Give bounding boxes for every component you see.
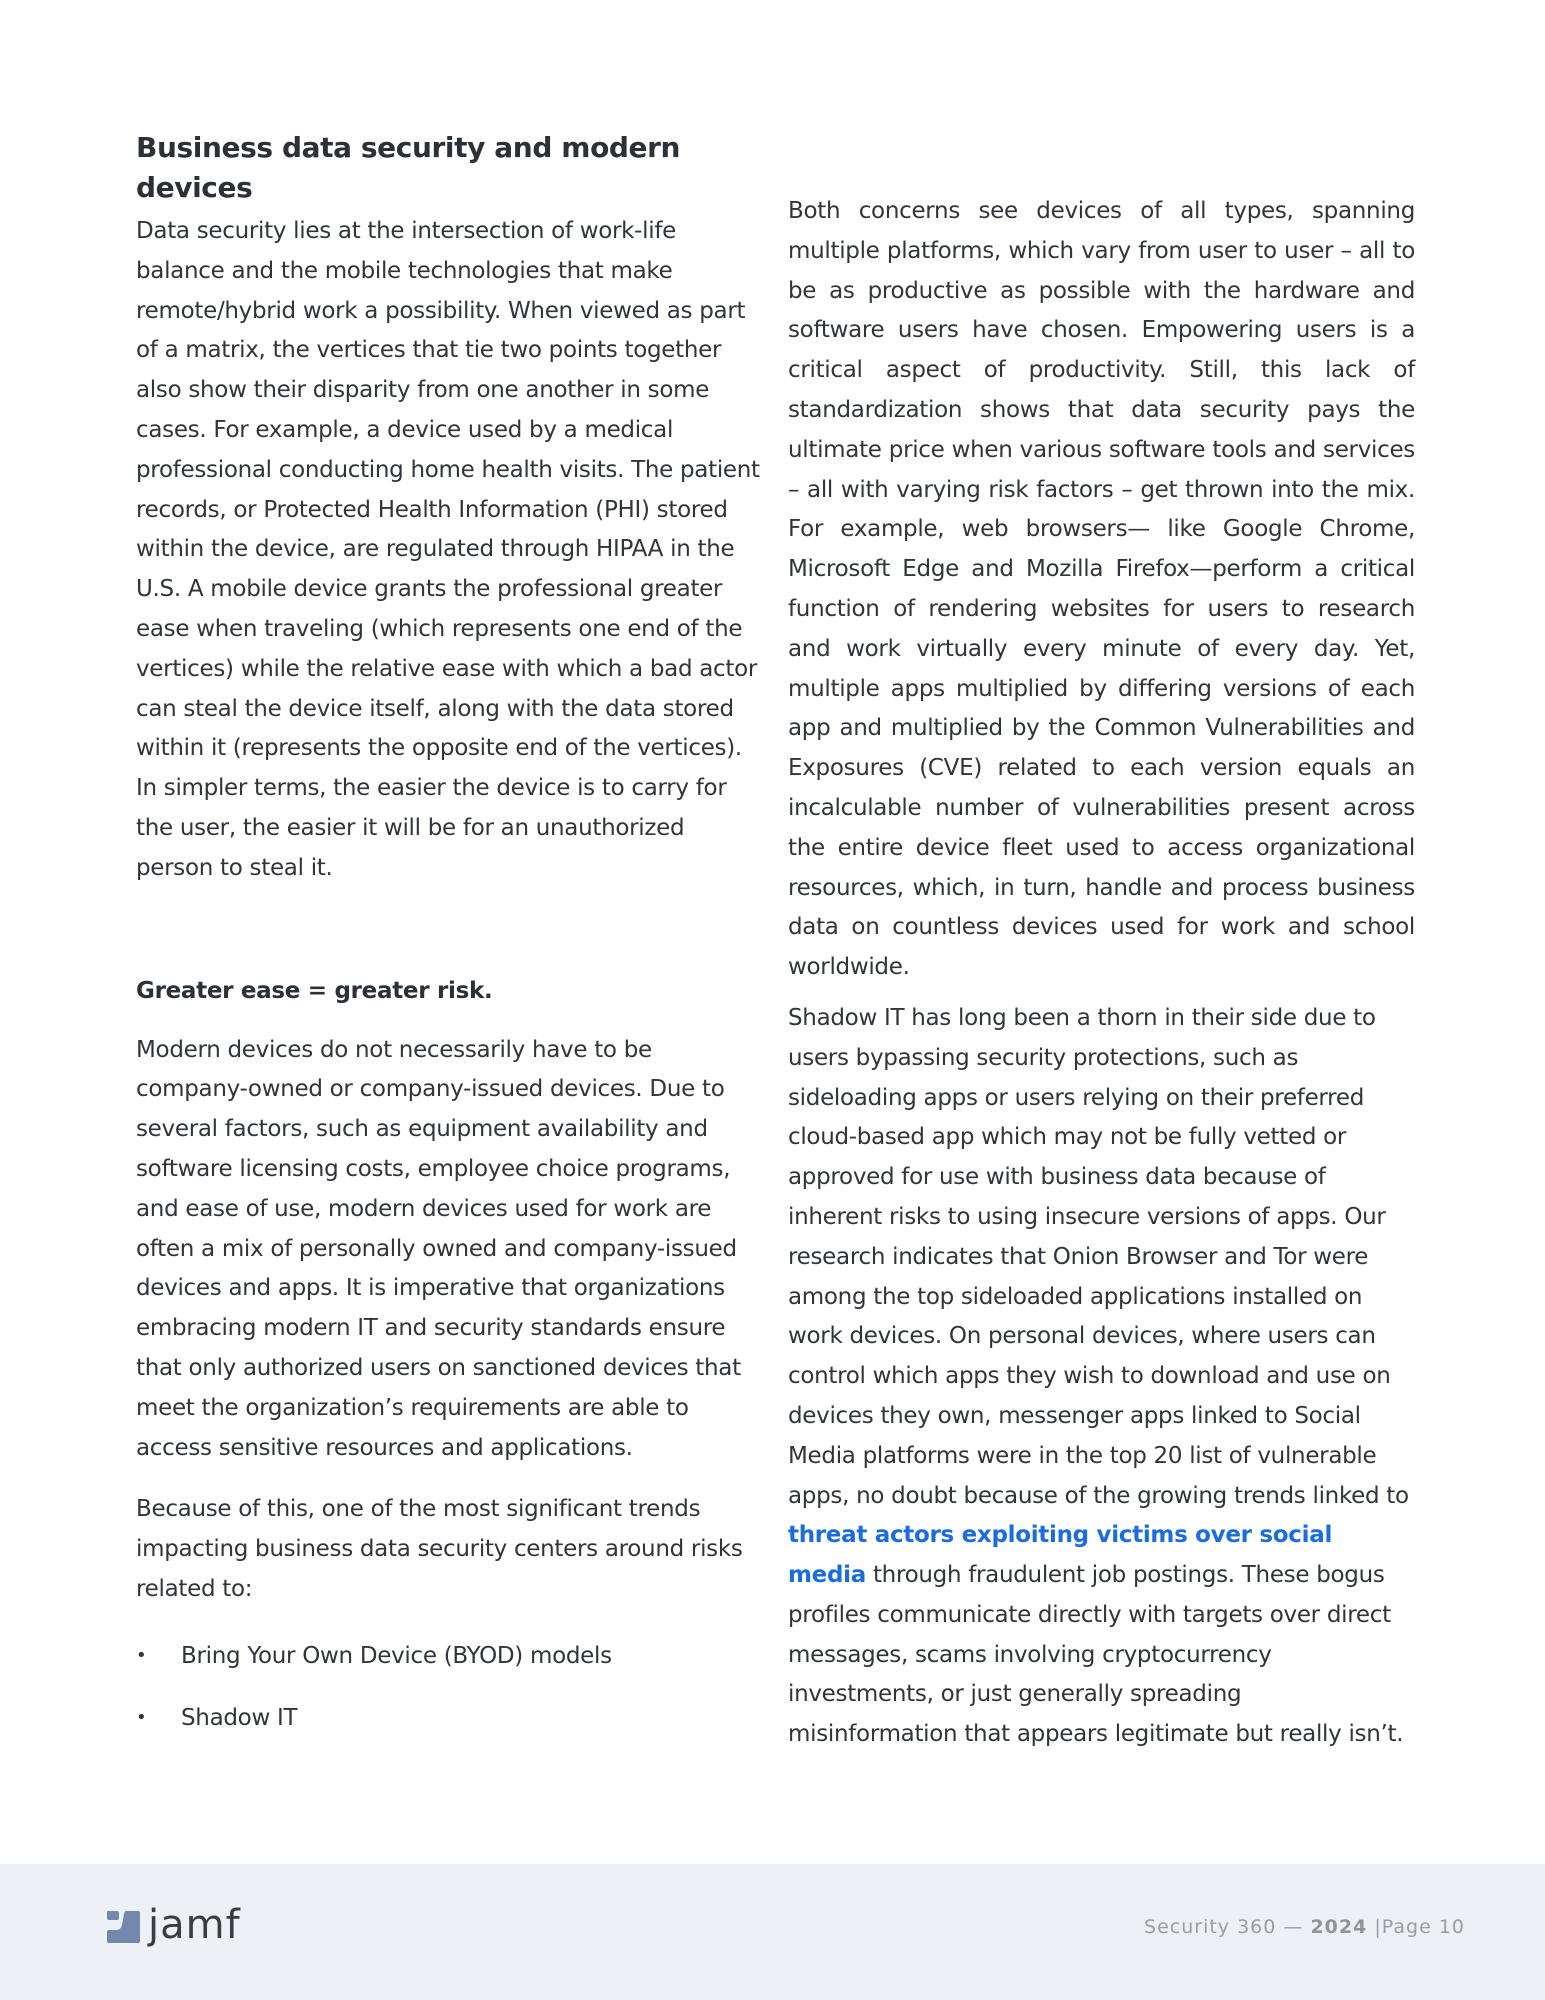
list-item-text: Bring Your Own Device (BYOD) models (181, 1642, 612, 1669)
shadow-it-text-end: through fraudulent job postings. These bogus profiles communicate directly with targets over direct messages, scams involving cryptocurrency investments, or just generally spreading misinformation that appears legitimate but really isn’t. (788, 1562, 1404, 1748)
list-item (136, 1636, 766, 1676)
left-column (136, 128, 766, 1760)
risk-list (136, 1636, 766, 1738)
jamf-logo-mark-icon (106, 1910, 140, 1944)
subheading: Greater ease = greater risk. (136, 977, 493, 1004)
logo-wordmark: jamf (148, 1902, 241, 1948)
footer-page-info (1144, 1916, 1465, 1938)
jamf-logo (106, 1902, 241, 1948)
trends-paragraph: Because of this, one of the most significant trends impacting business data security centers around risks related to: (136, 1496, 743, 1602)
bullet-icon: • (136, 1706, 147, 1728)
shadow-it-paragraph (788, 999, 1415, 1755)
right-column (788, 192, 1415, 1755)
page-title: Business data security and modern devices (136, 131, 681, 204)
list-item-text: Shadow IT (181, 1704, 298, 1731)
shadow-it-text-start: Shadow IT has long been a thorn in their side due to users bypassing security protections, such as sideloading apps or users relying on their preferred cloud-based app which may not be fully vetted or approved for use with business data because of inherent risks to using insecure versions of apps. Our research indicates that Onion Browser and Tor were among the top sideloaded applications installed on work devices. On personal devices, where users can control which apps they wish to download and use on devices they own, messenger apps linked to Social Media platforms were in the top 20 list of vulnerable apps, no doubt because of the growing trends linked to (788, 1004, 1409, 1509)
report-year: 2024 (1310, 1916, 1368, 1938)
report-name: Security 360 — (1144, 1916, 1304, 1938)
intro-paragraph: Data security lies at the intersection of work-life balance and the mobile technologies that make remote/hybrid work a possibility. When viewed as part of a matrix, the vertices that tie two points together also show their disparity from one another in some cases. For example, a device used by a medical professional conducting home health visits. The patient records, or Protected Health Information (PHI) stored within the device, are regulated through HIPAA in the U.S. A mobile device grants the professional greater ease when traveling (which represents one end of the vertices) while the relative ease with which a bad actor can steal the device itself, along with the data stored within it (represents the opposite end of the vertices). In simpler terms, the easier the device is to carry for the user, the easier it will be for an unauthorized person to steal it. (136, 218, 760, 881)
page-number: Page 10 (1381, 1916, 1465, 1938)
threat-actors-link[interactable]: threat actors exploiting victims over social media (788, 1522, 1333, 1589)
modern-devices-paragraph: Modern devices do not necessarily have to be company-owned or company-issued devices. Due to several factors, such as equipment availability and software licensing costs, employee choice programs, and ease of use, modern devices used for work are often a mix of personally owned and company-issued devices and apps. It is imperative that organizations embracing modern IT and security standards ensure that only authorized users on sanctioned devices that meet the organization’s requirements are able to access sensitive resources and applications. (136, 1036, 741, 1461)
list-item (136, 1698, 766, 1738)
concerns-paragraph: Both concerns see devices of all types, spanning multiple platforms, which vary from user to user – all to be as productive as possible with the hardware and software users have chosen. Empowering users is a critical aspect of productivity. Still, this lack of standardization shows that data security pays the ultimate price when various software tools and services – all with varying risk factors – get thrown into the mix. For example, web browsers— like Google Chrome, Microsoft Edge and Mozilla Firefox—perform a critical function of rendering websites for users to research and work virtually every minute of every day. Yet, multiple apps multiplied by differing versions of each app and multiplied by the Common Vulnerabilities and Exposures (CVE) related to each version equals an incalculable number of vulnerabilities present across the entire device fleet used to access organizational resources, which, in turn, handle and process business data on countless devices used for work and school worldwide. (788, 198, 1415, 981)
bullet-icon: • (136, 1644, 147, 1666)
footer-separator: | (1374, 1916, 1382, 1938)
